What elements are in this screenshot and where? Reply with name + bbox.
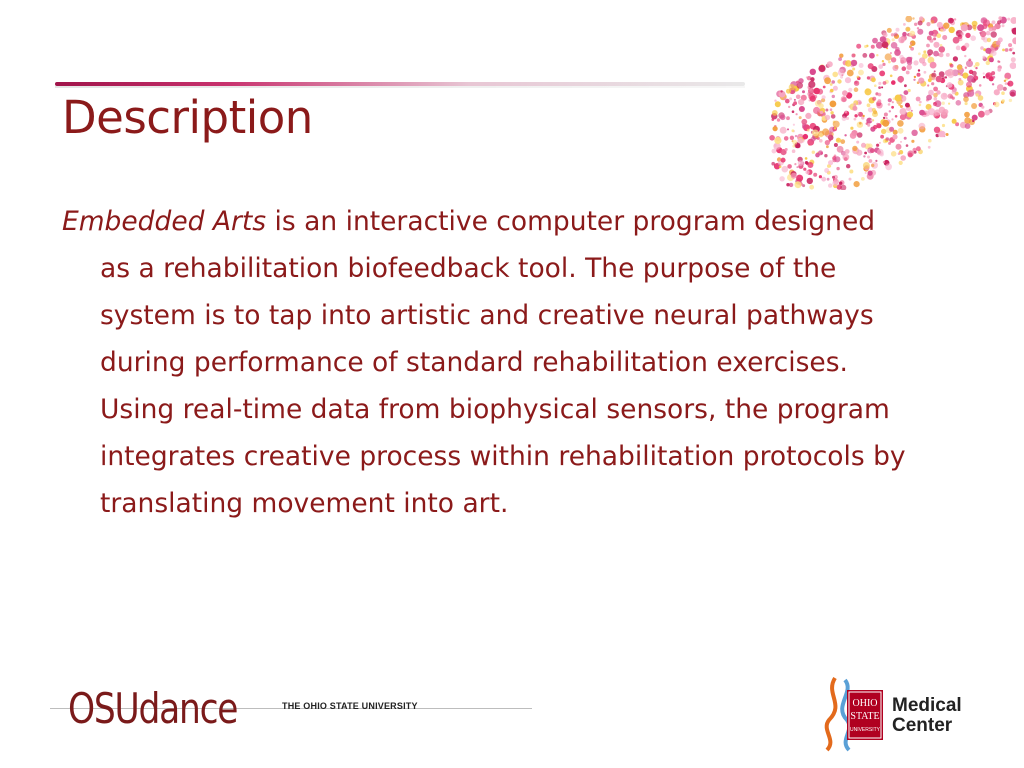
body-description: is an interactive computer program designed as a rehabilitation biofeedback tool. The purpose of the system is to tap into artistic and creative neural pathways during performance of standard rehabilitation exercises. Using real-time data from biophysical sensors, the program integrates creative process within rehabilitation protocols by translating movement into art. xyxy=(100,206,906,519)
body-text xyxy=(62,198,912,527)
osu-medical-center-logo xyxy=(815,676,975,752)
slide-title: Description xyxy=(62,91,313,144)
osu-dance-wordmark: OSUdance xyxy=(68,684,238,733)
medical-center-text xyxy=(892,696,962,736)
program-name: Embedded Arts xyxy=(62,206,267,237)
body-paragraph xyxy=(62,198,912,527)
dna-seal-icon xyxy=(815,676,891,752)
svg-text:STATE: STATE xyxy=(850,711,880,722)
seal-text: OHIO xyxy=(852,698,878,709)
svg-text:UNIVERSITY: UNIVERSITY xyxy=(849,727,881,733)
dotted-art-graphic xyxy=(768,16,1016,190)
center-label: Center xyxy=(892,715,953,736)
medical-label: Medical xyxy=(892,695,962,716)
ohio-state-university-text: THE OHIO STATE UNIVERSITY xyxy=(282,701,418,711)
osu-dance-logo xyxy=(50,680,540,740)
